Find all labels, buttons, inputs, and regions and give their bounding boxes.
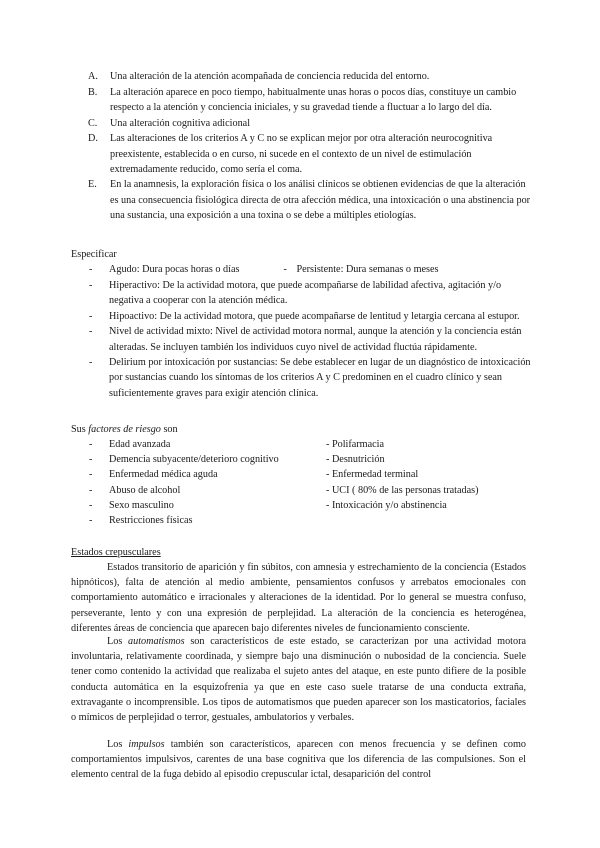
dash-bullet: -	[89, 264, 93, 275]
risk-row	[88, 452, 508, 467]
criterion-e	[88, 177, 533, 223]
criterion-d	[88, 131, 533, 177]
risk-right-item: - Desnutrición	[326, 454, 385, 466]
paragraph-text: también son característicos, aparecen con menos frecuencia y se definen como comportamientos impulsivos, carentes de una base cognitiva que los diferencia de las compulsiones. Son el elemento central de la fuga debido al episodio crepuscular ictal, desaparición del control	[71, 739, 527, 781]
risk-row	[88, 467, 508, 482]
risk-factors-list	[88, 437, 508, 528]
criterion-c	[88, 116, 533, 131]
acute-text: Agudo: Dura pocas horas o días	[109, 264, 240, 275]
term-impulses: impulsos	[128, 739, 165, 750]
criterion-text: Una alteración de la atención acompañada de conciencia reducida del entorno.	[110, 71, 430, 82]
dash-bullet: -	[89, 326, 93, 338]
risk-left-text: Demencia subyacente/deterioro cognitivo	[109, 454, 279, 466]
risk-row	[88, 437, 508, 452]
risk-left-item	[88, 513, 192, 528]
specify-item	[88, 324, 533, 354]
dash-bullet: -	[89, 439, 93, 450]
risk-prefix: Sus	[71, 424, 86, 435]
criterion-text: Una alteración cognitiva adicional	[110, 117, 251, 129]
risk-emphasis: factores de riesgo	[88, 424, 161, 435]
paragraph-automatisms	[71, 634, 526, 725]
paragraph-text: son característicos de este estado, se caracterizan por una actividad motora involuntaria, relativamente coordinada, y siempre bajo una disminución o nubosidad de la conciencia. Suele tener como contenido la actividad que realizaba el sujeto antes del ataque, en este punto difiere de la posible conducta automática en la esquizofrenia ya que en este caso suele tratarse de una conducta extraña, extravagante o incomprensible. Los tipos de automatismos que pueden aparecer son los masticatorios, faciales o mímicos de perplejidad o terror, gestuales, ambulatorios y verbales.	[71, 636, 527, 724]
dash-bullet: -	[89, 279, 93, 291]
dash-bullet: -	[89, 484, 93, 496]
risk-row	[88, 483, 508, 498]
dash-bullet: -	[89, 469, 93, 481]
risk-left-item	[88, 437, 170, 452]
specify-item-text: Hiperactivo: De la actividad motora, que puede acompañarse de labilidad afectiva, agitación y/o negativa a cooperar con la atención médica.	[109, 279, 502, 306]
dash-bullet: -	[283, 264, 287, 275]
paragraph-intro	[71, 560, 526, 636]
risk-left-item	[88, 452, 279, 467]
risk-heading	[71, 422, 178, 437]
dash-bullet: -	[89, 499, 93, 511]
specify-item-text: Nivel de actividad mixto: Nivel de actividad motora normal, aunque la atención y la conciencia están alteradas. Se incluyen también los individuos cuyo nivel de actividad fluctúa rápidamente.	[109, 326, 522, 353]
specify-list	[88, 262, 533, 401]
risk-left-item	[88, 467, 218, 482]
criterion-letter: A.	[88, 71, 98, 82]
dash-bullet: -	[89, 310, 93, 322]
risk-row	[88, 513, 508, 528]
risk-left-text: Edad avanzada	[109, 439, 171, 450]
dash-bullet: -	[89, 454, 93, 466]
paragraph-lead: Los	[107, 636, 123, 647]
specify-item-text: Delirium por intoxicación por sustancias: Se debe establecer en lugar de un diagnóstico de intoxicación por sustancias cuando los síntomas de los criterios A y C predominen en el cuadro clínico y sean suficientemente graves para exigir atención clínica.	[109, 357, 531, 399]
specify-label: Especificar	[71, 249, 117, 260]
criterion-text: La alteración aparece en poco tiempo, habitualmente unas horas o pocos días, constituye un cambio respecto a la atención y conciencia iniciales, y su gravedad tiende a fluctuar a lo largo del día.	[110, 86, 517, 113]
term-automatisms: automatismos	[128, 636, 185, 647]
risk-row	[88, 498, 508, 513]
criterion-letter: D.	[88, 133, 98, 145]
section-title: Estados crepusculares	[71, 547, 161, 558]
persistent-text: Persistente: Dura semanas o meses	[296, 264, 439, 275]
paragraph-lead: Los	[107, 739, 123, 750]
criterion-text: En la anamnesis, la exploración física o los análisi clínicos se obtienen evidencias de que la alteración es una consecuencia fisiológica directa de otra afección médica, una intoxicación o una abstinencia por una sustancia, una exposición a una toxina o se debe a múltiples etiologías.	[110, 179, 531, 221]
specify-duration-item	[88, 262, 533, 277]
paragraph-text: Estados transitorio de aparición y fin súbitos, con amnesia y estrechamiento de la conciencia (Estados hipnóticos), falta de atención al medio ambiente, pensamientos confusos y arrebatos emocionales con comportamiento automático e irracionales y alteraciones de la identidad. Por lo general se muestra confuso, perseverante, lento y con una expresión de perplejidad. La alteración de la conciencia es heterogénea, diferentes áreas de conciencia que aparecen bajo diferentes niveles de funcionamiento consciente.	[71, 562, 526, 634]
criterion-a	[88, 69, 533, 84]
risk-right-item: - Intoxicación y/o abstinencia	[326, 499, 447, 511]
specify-item-text: Hipoactivo: De la actividad motora, que puede acompañarse de lentitud y letargia cercana al estupor.	[109, 310, 520, 322]
criterion-letter: E.	[88, 179, 97, 191]
criterion-letter: C.	[88, 117, 98, 129]
dash-bullet: -	[89, 514, 93, 526]
dash-bullet: -	[89, 357, 93, 369]
risk-left-text: Enfermedad médica aguda	[109, 469, 218, 481]
risk-left-text: Abuso de alcohol	[109, 484, 181, 496]
persistent-item	[283, 262, 438, 277]
specify-item	[88, 309, 533, 324]
risk-left-text: Sexo masculino	[109, 499, 174, 511]
criterion-b	[88, 85, 533, 115]
risk-right-item: - Enfermedad terminal	[326, 469, 419, 481]
paragraph-impulses	[71, 737, 526, 783]
risk-right-item: - Polifarmacia	[326, 439, 384, 450]
risk-suffix: son	[163, 424, 178, 435]
specify-item	[88, 278, 533, 308]
criterion-text: Las alteraciones de los criterios A y C no se explican mejor por otra alteración neurocognitiva preexistente, establecida o en curso, ni sucede en el contexto de un nivel de estimulación extremadamente reducido, como sería el coma.	[110, 133, 493, 175]
risk-left-item	[88, 498, 174, 513]
specify-item	[88, 355, 533, 401]
risk-left-text: Restricciones físicas	[109, 514, 193, 526]
risk-left-item	[88, 483, 180, 498]
criteria-list	[88, 69, 533, 224]
criterion-letter: B.	[88, 86, 98, 98]
risk-right-item: - UCI ( 80% de las personas tratadas)	[326, 484, 479, 496]
